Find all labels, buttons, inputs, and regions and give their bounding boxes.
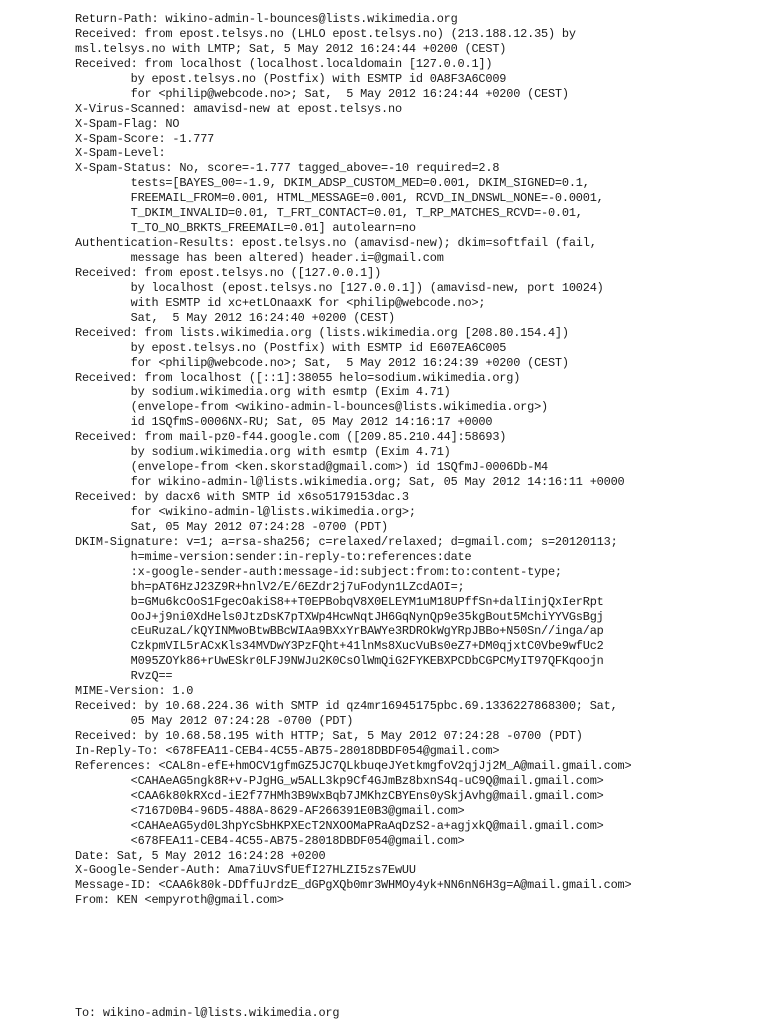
header-line: MIME-Version: 1.0 [75,684,194,699]
header-line: Authentication-Results: epost.telsys.no (amavisd-new); dkim=softfail (fail, [75,236,597,251]
header-line: In-Reply-To: <678FEA11-CEB4-4C55-AB75-28018DBDF054@gmail.com> [75,743,500,758]
header-line: message has been altered) header.i=@gmail.com [75,251,444,265]
header-line: X-Spam-Level: [75,146,166,161]
header-line: Message-ID: <CAA6k80k-DDffuJrdzE_dGPgXQb0mr3WHMOy4yk+NN6nN6H3g=A@mail.gmail.com> [75,878,632,893]
header-line: <CAA6k80kRXcd-iE2f77HMh3B9WxBqb7JMKhzCBYEns0ySkjAvhg@mail.gmail.com> [75,788,604,803]
header-line: id 1SQfmS-0006NX-RU; Sat, 05 May 2012 14:16:17 +0000 [75,415,493,430]
header-line: Received: from lists.wikimedia.org (lists.wikimedia.org [208.80.154.4]) [75,325,569,340]
header-line: X-Spam-Flag: NO [75,116,180,131]
header-line: by sodium.wikimedia.org with esmtp (Exim 4.71) [75,445,451,460]
header-line: by localhost (epost.telsys.no [127.0.0.1]) (amavisd-new, port 10024) [75,280,604,295]
header-line: Sat, 5 May 2012 16:24:40 +0200 (CEST) [75,310,395,325]
header-line: X-Google-Sender-Auth: Ama7iUvSfUEfI27HLZI5zs7EwUU [75,863,416,878]
header-line: Received: by dacx6 with SMTP id x6so5179153dac.3 [75,490,409,504]
header-line: Received: from epost.telsys.no ([127.0.0.1]) [75,265,382,280]
header-line: RvzQ== [75,669,173,684]
email-header-block [75,12,765,923]
header-line: Date: Sat, 5 May 2012 16:24:28 +0200 [75,848,326,863]
header-line: <7167D0B4-96D5-488A-8629-AF266391E0B3@gmail.com> [75,803,465,818]
header-line: by epost.telsys.no (Postfix) with ESMTP id E607EA6C005 [75,340,507,355]
header-line: X-Spam-Status: No, score=-1.777 tagged_above=-10 required=2.8 [75,161,500,176]
header-line: msl.telsys.no with LMTP; Sat, 5 May 2012 16:24:44 +0200 (CEST) [75,41,507,56]
header-line: X-Virus-Scanned: amavisd-new at epost.telsys.no [75,101,402,116]
header-line: with ESMTP id xc+etLOnaaxK for <philip@webcode.no>; [75,295,486,310]
header-line: M095ZOYk86+rUwESkr0LFJ9NWJu2K0CsOlWmQiG2FYKEBXPCDbCGPCMyIT97QFKqoojn [75,654,604,669]
header-line: for <philip@webcode.no>; Sat, 5 May 2012 16:24:44 +0200 (CEST) [75,86,569,101]
header-line: Received: from epost.telsys.no (LHLO epost.telsys.no) (213.188.12.35) by [75,26,576,41]
header-line: (envelope-from <wikino-admin-l-bounces@lists.wikimedia.org>) [75,400,548,415]
header-line: <CAHAeAG5yd0L3hpYcSbHKPXEcT2NXOOMaPRaAqDzS2-a+agjxkQ@mail.gmail.com> [75,818,604,833]
header-line: b=GMu6kcOoS1FgecOakiS8++T0EPBobqV8X0ELEYM1uM18UPffSn+dalIinjQxIerRpt [75,594,604,609]
header-line: OoJ+j9ni0XdHels0JtzDsK7pTXWp4HcwNqtJH6GqNynQp9e35kgBout5MchiYYVGsBgj [75,609,604,624]
header-line: :x-google-sender-auth:message-id:subject:from:to:content-type; [75,564,562,579]
header-line: cEuRuzaL/kQYINMwoBtwBBcWIAa9BXxYrBAWYe3RDROkWgYRpJBBo+N50Sn//inga/ap [75,624,604,639]
header-line: CzkpmVIL5rACxKls34MVDwY3PzFQht+41lnMs8XucVuBs0eZ7+DM0qjxtC0Vbe9wfUc2 [75,639,604,654]
header-line: T_DKIM_INVALID=0.01, T_FRT_CONTACT=0.01, T_RP_MATCHES_RCVD=-0.01, [75,206,583,221]
header-line: Sat, 05 May 2012 07:24:28 -0700 (PDT) [75,519,388,534]
header-line: Received: from localhost (localhost.localdomain [127.0.0.1]) [75,56,493,71]
header-line: for wikino-admin-l@lists.wikimedia.org; Sat, 05 May 2012 14:16:11 +0000 [75,475,625,490]
header-line: by sodium.wikimedia.org with esmtp (Exim 4.71) [75,385,451,400]
header-line: DKIM-Signature: v=1; a=rsa-sha256; c=relaxed/relaxed; d=gmail.com; s=20120113; [75,534,618,549]
header-line: bh=pAT6HzJ23Z9R+hnlV2/E/6EZdr2j7uFodyn1LZcdAOI=; [75,579,465,594]
header-line: From: KEN <empyroth@gmail.com> [75,893,284,908]
header-line: Received: from localhost ([::1]:38055 helo=sodium.wikimedia.org) [75,370,521,385]
header-line: Received: by 10.68.58.195 with HTTP; Sat, 5 May 2012 07:24:28 -0700 (PDT) [75,729,583,743]
header-line: h=mime-version:sender:in-reply-to:references:date [75,549,472,564]
header-line: Received: from mail-pz0-f44.google.com ([209.85.210.44]:58693) [75,430,507,445]
header-line: FREEMAIL_FROM=0.001, HTML_MESSAGE=0.001, RCVD_IN_DNSWL_NONE=-0.0001, [75,191,604,206]
to-header-line: To: wikino-admin-l@lists.wikimedia.org [75,1006,340,1020]
header-line: <678FEA11-CEB4-4C55-AB75-28018DBDF054@gmail.com> [75,833,465,848]
header-line: Return-Path: wikino-admin-l-bounces@lists.wikimedia.org [75,12,458,26]
header-line: for <wikino-admin-l@lists.wikimedia.org>; [75,504,416,519]
header-line: Received: by 10.68.224.36 with SMTP id qz4mr16945175pbc.69.1336227868300; Sat, [75,699,618,714]
header-line: tests=[BAYES_00=-1.9, DKIM_ADSP_CUSTOM_MED=0.001, DKIM_SIGNED=0.1, [75,176,590,191]
header-line: References: <CAL8n-efE+hmOCV1gfmGZ5JC7QLkbuqeJYetkmgfoV2qjJj2M_A@mail.gmail.com> [75,758,632,773]
header-line: T_TO_NO_BRKTS_FREEMAIL=0.01] autolearn=no [75,221,416,236]
header-line: <CAHAeAG5ngk8R+v-PJgHG_w5ALL3kp9Cf4GJmBz8bxnS4q-uC9Q@mail.gmail.com> [75,773,604,788]
header-line: (envelope-from <ken.skorstad@gmail.com>) id 1SQfmJ-0006Db-M4 [75,460,548,475]
header-line: X-Spam-Score: -1.777 [75,131,215,146]
header-line: for <philip@webcode.no>; Sat, 5 May 2012 16:24:39 +0200 (CEST) [75,355,569,370]
header-line [75,908,765,923]
header-line: by epost.telsys.no (Postfix) with ESMTP id 0A8F3A6C009 [75,71,507,86]
header-line: 05 May 2012 07:24:28 -0700 (PDT) [75,714,354,729]
